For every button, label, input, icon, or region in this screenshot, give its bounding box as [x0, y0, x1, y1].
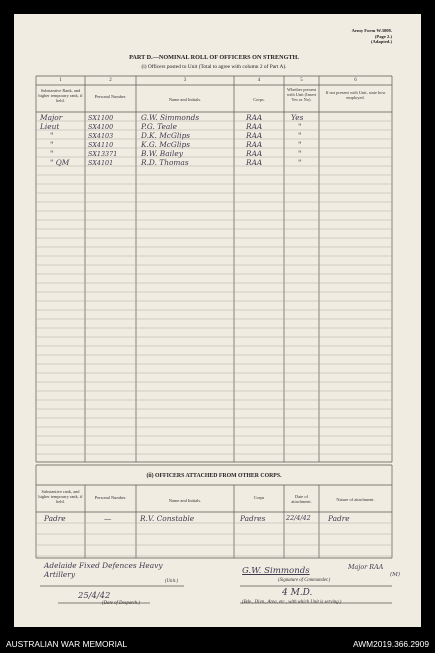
row-5-number: SX13371 — [88, 150, 118, 158]
row-5-present: " — [298, 149, 302, 158]
col-header-number: Personal Number. — [94, 94, 127, 99]
row-4-corps: RAA — [246, 140, 263, 149]
form-number: Army Form W.3008. — [351, 28, 392, 33]
attached-header-rank: Substantive rank, and higher temporary rank, if held. — [38, 489, 83, 505]
row-6-corps: RAA — [246, 158, 263, 167]
row-1-rank: Major — [40, 113, 63, 122]
col-number-4: 4 — [257, 78, 261, 83]
row-3-corps: RAA — [246, 131, 263, 140]
row-3-rank: " — [50, 131, 54, 140]
col-number-2: 2 — [109, 78, 112, 83]
row-6-present: " — [298, 158, 302, 167]
unit-name: Adelaide Fixed Defences Heavy Artillery — [44, 561, 163, 579]
attached-header-date: Date of attachment. — [291, 494, 312, 505]
row-2-present: " — [298, 122, 302, 131]
form-page: (Page 2.) — [374, 33, 392, 39]
col-number-3: 3 — [183, 78, 187, 83]
row-5-name: B.W. Bailey — [141, 149, 183, 158]
row-3-name: D.K. McGlips — [141, 131, 191, 140]
unit-caption: (Unit.) — [165, 579, 178, 584]
row-1-name: G.W. Simmonds — [141, 113, 200, 122]
formation-caption: (Bde., Divn., Area, etc., with which Unit is serving.) — [242, 600, 342, 605]
formation: 4 M.D. — [282, 588, 313, 598]
form-subtitle: (i) Officers posted to Unit (Total to agree with column 2 of Part A). — [141, 64, 287, 70]
despatch-caption: (Date of Despatch.) — [102, 601, 140, 606]
row-4-rank: " — [50, 140, 54, 149]
col-header-present: Whether present with Unit (Insert Yes or No). — [286, 87, 317, 103]
despatch-date: 25/4/42 — [78, 590, 111, 600]
row-6-number: SX4101 — [88, 159, 114, 167]
row-2-name: P.G. Teale — [141, 122, 178, 131]
attached-row-name: R.V. Constable — [140, 514, 195, 523]
row-6-name: R.D. Thomas — [141, 158, 189, 167]
attached-title: (ii) OFFICERS ATTACHED FROM OTHER CORPS. — [146, 473, 282, 479]
archive-footer — [0, 636, 435, 653]
row-2-number: SX4100 — [88, 123, 114, 131]
row-1-number: SX1100 — [88, 114, 114, 122]
attached-row-date: 22/4/42 — [286, 514, 311, 522]
row-1-corps: RAA — [246, 113, 263, 122]
attached-header-nature: Nature of attachment. — [336, 497, 375, 502]
col-header-name: Name and Initials. — [168, 97, 202, 102]
col-header-corps: Corps. — [253, 97, 265, 102]
attached-row-nature: Padre — [328, 514, 350, 523]
row-2-rank: Lieut — [40, 122, 60, 131]
row-4-number: SX4110 — [88, 141, 114, 149]
commander-rank-suffix: (M) — [390, 572, 401, 578]
commander-rank: Major RAA — [348, 563, 384, 571]
col-header-employment: If not present with Unit, state how employed. — [325, 90, 386, 101]
attached-row-number: — — [104, 514, 112, 523]
col-number-6: 6 — [354, 78, 357, 83]
form-title: PART D.—NOMINAL ROLL OF OFFICERS ON STRENGTH. — [129, 54, 299, 61]
col-number-1: 1 — [59, 78, 62, 83]
row-1-present: Yes — [291, 113, 304, 122]
col-header-rank: Substantive Rank, and higher temporary rank, if held. — [38, 88, 83, 104]
attached-row-rank: Padre — [44, 514, 66, 523]
row-6-rank: " QM — [50, 158, 70, 167]
form-adapted: (Adapted.) — [370, 39, 392, 45]
col-number-5: 5 — [300, 78, 303, 83]
archive-reference: AWM2019.366.2909 — [352, 639, 429, 649]
row-3-present: " — [298, 131, 302, 140]
form-identifier — [300, 28, 392, 45]
row-5-corps: RAA — [246, 149, 263, 158]
row-2-corps: RAA — [246, 122, 263, 131]
row-5-rank: " — [50, 149, 54, 158]
signature-caption: (Signature of Commander.) — [278, 578, 331, 583]
archive-name: AUSTRALIAN WAR MEMORIAL — [6, 639, 128, 649]
row-4-name: K.G. McGlips — [141, 140, 191, 149]
attached-row-corps: Padres — [240, 514, 266, 523]
attached-header-name: Name and Initials. — [168, 498, 202, 503]
attached-header-number: Personal Number. — [94, 495, 127, 500]
commander-signature: G.W. Simmonds — [242, 566, 310, 576]
attached-header-corps: Corps — [253, 495, 265, 500]
row-4-present: " — [298, 140, 302, 149]
row-3-number: SX4103 — [88, 132, 114, 140]
